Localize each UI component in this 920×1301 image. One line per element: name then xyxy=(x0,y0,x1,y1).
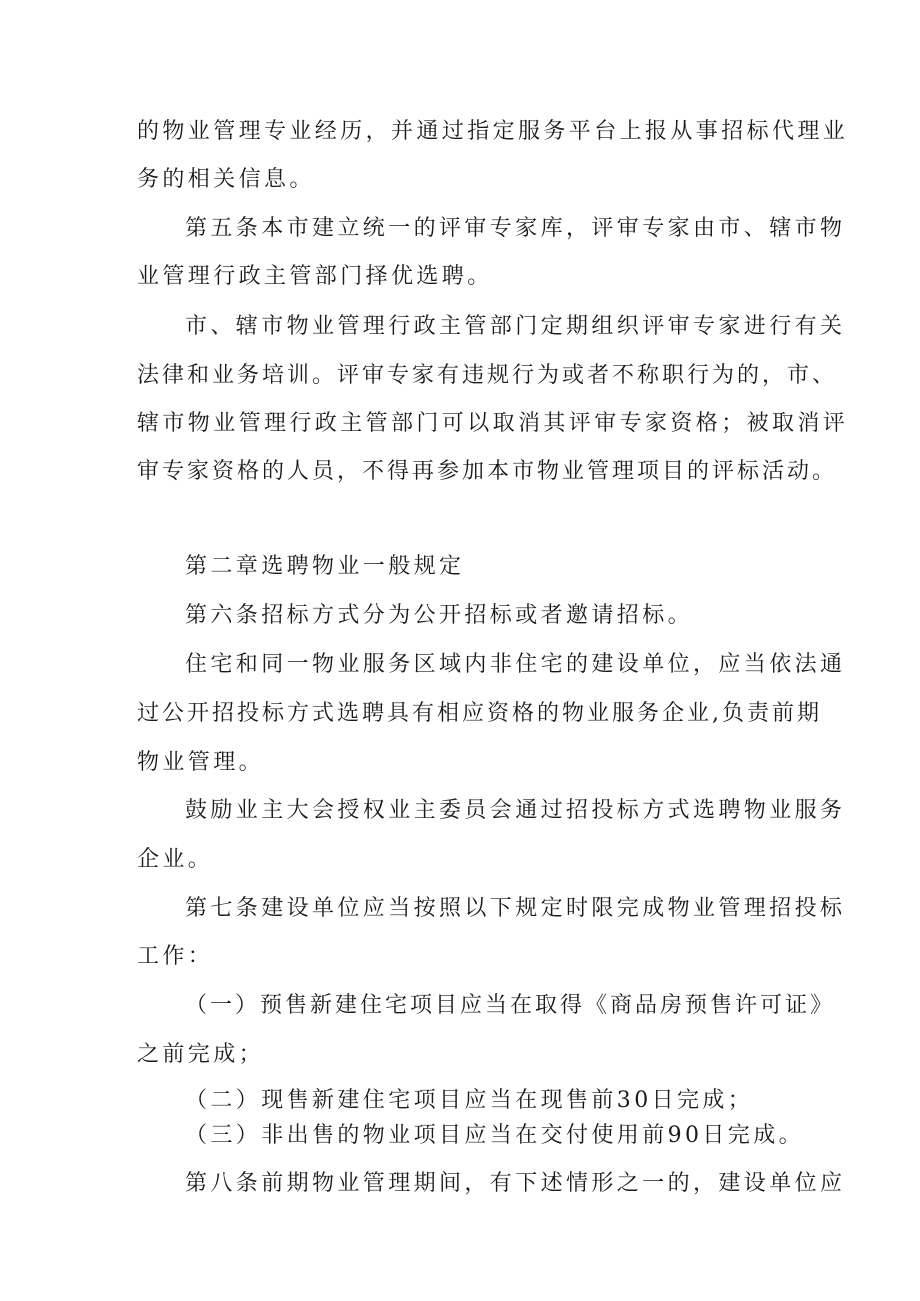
text-line: 第八条前期物业管理期间，有下述情形之一的，建设单位应 xyxy=(185,1171,846,1196)
chapter-heading: 第二章选聘物业一般规定 xyxy=(185,554,465,579)
text-line: 辖市物业管理行政主管部门可以取消其评审专家资格；被取消评 xyxy=(137,411,849,436)
text-line: 过公开招投标方式选聘具有相应资格的物业服务企业,负责前期 xyxy=(137,701,822,726)
text-line: 务的相关信息。 xyxy=(137,167,315,192)
text-line: 企业。 xyxy=(137,847,214,872)
text-line: 审专家资格的人员，不得再参加本市物业管理项目的评标活动。 xyxy=(137,459,838,484)
text-line: 业管理行政主管部门择优选聘。 xyxy=(137,264,493,289)
list-item: （三）非出售的物业项目应当在交付使用前90日完成。 xyxy=(185,1123,804,1148)
text-line: 第六条招标方式分为公开招标或者邀请招标。 xyxy=(185,603,694,628)
list-item: （二）现售新建住宅项目应当在现售前30日完成； xyxy=(185,1088,754,1113)
text-line: 第五条本市建立统一的评审专家库，评审专家由市、辖市物 xyxy=(185,216,846,241)
text-line: 市、辖市物业管理行政主管部门定期组织评审专家进行有关 xyxy=(185,314,846,339)
text-line: 之前完成； xyxy=(137,1042,265,1067)
text-line: 鼓励业主大会授权业主委员会通过招投标方式选聘物业服务 xyxy=(185,798,846,823)
text-line: 第七条建设单位应当按照以下规定时限完成物业管理招投标 xyxy=(185,896,846,921)
list-item: （一）预售新建住宅项目应当在取得《商品房预售许可证》 xyxy=(185,993,836,1018)
text-line: 工作： xyxy=(137,944,214,969)
text-line: 法律和业务培训。评审专家有违规行为或者不称职行为的，市、 xyxy=(137,363,838,388)
text-line: 的物业管理专业经历，并通过指定服务平台上报从事招标代理业 xyxy=(137,119,849,144)
text-line: 住宅和同一物业服务区域内非住宅的建设单位，应当依法通 xyxy=(185,652,846,677)
text-line: 物业管理。 xyxy=(137,750,265,775)
